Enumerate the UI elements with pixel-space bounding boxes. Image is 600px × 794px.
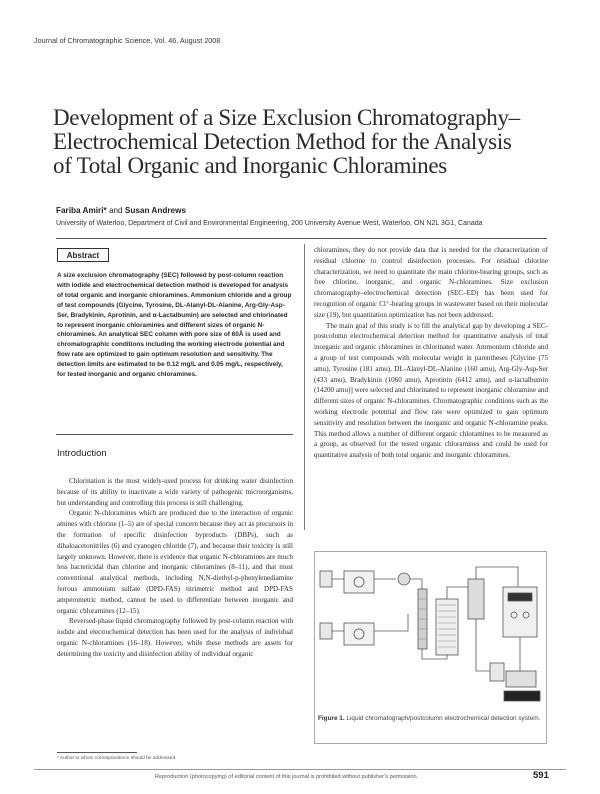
tubing [410,579,422,589]
figure-caption [318,714,543,723]
reagent-reservoir [320,623,332,639]
pump-2 [344,623,374,645]
footnote: * Author to whom correspondence should be addressed. [57,756,177,761]
author-2: Susan Andrews [124,206,187,215]
system-schematic [318,559,546,707]
tubing [476,619,490,671]
detector-cell [468,579,484,619]
computer-keyboard [504,691,540,701]
abstract-divider [56,434,293,435]
author-1: Fariba Amiri* [56,206,107,215]
article-title: Development of a Size Exclusion Chromatography–Electrochemical Detection Method for the Analysis of Total Organic and Inorganic Chloramines [53,105,520,178]
caption-label: Figure 1. [318,715,345,722]
abstract-heading: Abstract [57,248,109,262]
intro-paragraph: Organic N-chloramines which are produced due to the interaction of organic amines with chlorine (1–5) are of special concern because they act as precursors in the formation of specific disinfection byproducts (DBPs), such as dihaloacetonitriles (6) and cyanogen chloride (7), and because their toxicity is still largely unknown. However, there is evidence that organic N-chloramines are much less bactericidal than chlorine and inorganic chloramines (8–11), and that most conventional analytical methods, including N,N-diethyl-p-phenylenediamine ferrous ammonium sulfate (DPD-FAS) titrimetric method and DPD-FAS amperometric method, cannot be used to differentiate between inorganic and organic chloramines (12–15). [57,509,293,615]
introduction-heading: Introduction [57,448,107,459]
waste-container [490,663,504,681]
column-divider [304,244,305,530]
pump-1 [344,571,374,593]
intro-paragraph: Reversed-phase liquid chromatography followed by post-column reaction with iodide and electrochemical detection has been used for the analysis of individual organic N-chloramines (16–18). However, while these methods are assets for determining the toxicity and disinfection ability of individual organic [57,617,293,658]
reaction-coil [436,599,458,655]
affiliation: University of Waterloo, Department of Civil and Environmental Engineering, 200 University Avenue West, Waterloo, ON N2L 3G1, Canada [56,220,483,227]
journal-header: Journal of Chromatographic Science, Vol. 46, August 2008 [34,36,221,45]
computer-monitor [506,671,536,687]
potentiostat-display [508,593,532,601]
intro-continuation: chloramines, they do not provide data that is needed for the characterization of residual chlorine to control disinfection processes. For residual chlorine characterization, we need to quantitate the main chlorine-bearing groups, such as free chlorine, inorganic, and organic N-chloramines. Size exclusion chromatography–electrochemical detection (SEC–ED) has been used for recognition of organic Cl⁺-bearing groups in wastewater based on their molecular size (19), but quantitation optimization has not been addressed. [314,246,548,319]
footer-divider [34,769,566,770]
header-divider [56,238,547,239]
abstract-body: A size exclusion chromatography (SEC) followed by post-column reaction with iodide and electrochemical detection method is developed for analysis of total organic and inorganic chloramines. Ammonium chloride and a group of test compounds (Glycine, Tyrosine, DL-Alanyl-DL-Alanine, Arg-Gly-Asp-Ser, Bradykinin, Aprotinin, and α-Lactalbumin) are selected and chlorinated to represent inorganic chloramines and different sizes of organic N-chloramines. An analytical SEC column with pore size of 60Å is used and chromatographic conditions including the working electrode potential and flow rate are optimized to gain optimum resolution and sensitivity. The detection limits are estimated to be 0.12 mg/L and 0.05 mg/L, respectively, for tested inorganic and organic chloramines. [57,272,292,379]
right-column-body [314,245,548,461]
eluent-reservoir [320,571,332,587]
copyright-notice: Reproduction (photocopying) of editorial content of this journal is prohibited without publisher's permission. [155,774,419,780]
intro-paragraph: Chlorination is the most widely-used process for drinking water disinfection because of its ability to inactivate a wide variety of pathogenic microorganisms, but understanding and controlling this process is still challenging. [57,477,293,507]
page-number: 591 [533,770,549,781]
left-column-body [57,476,293,660]
author-line [56,206,186,215]
author-joiner: and [108,206,123,215]
caption-text: Liquid chromatograph/postcolumn electrochemical detection system. [346,715,541,722]
footnote-divider [57,752,137,753]
injector-valve [398,573,410,585]
goal-paragraph: The main goal of this study is to fill the analytical gap by developing a SEC-postcolumn electrochemical detection method for quantitative analysis of total inorganic and organic chloramines in chlorinated water. Ammonium chloride and a group of test compounds with molecular weight in parentheses [Glycine (75 amu), Tyrosine (181 amu), DL-Alanyl-DL-Alanine (160 amu), Arg-Gly-Asp-Ser (433 amu), Bradykinin (1060 amu), Aprotinin (6412 amu), and α-lactalbumin (14200 amu)] were selected and chlorinated to represent inorganic chloramine and different sizes of organic N-chloramines. Chromatographic conditions such as the working electrode potential and flow rate were optimized to gain optimum sensitivity and resolution between the inorganic and organic N-chloramine peaks. This method allows a number of different organic chloramines to be measured as a group, as observed for the tested organic chloramines and could be used for quantitative analysis of both total organic and inorganic chloramines. [314,321,548,460]
